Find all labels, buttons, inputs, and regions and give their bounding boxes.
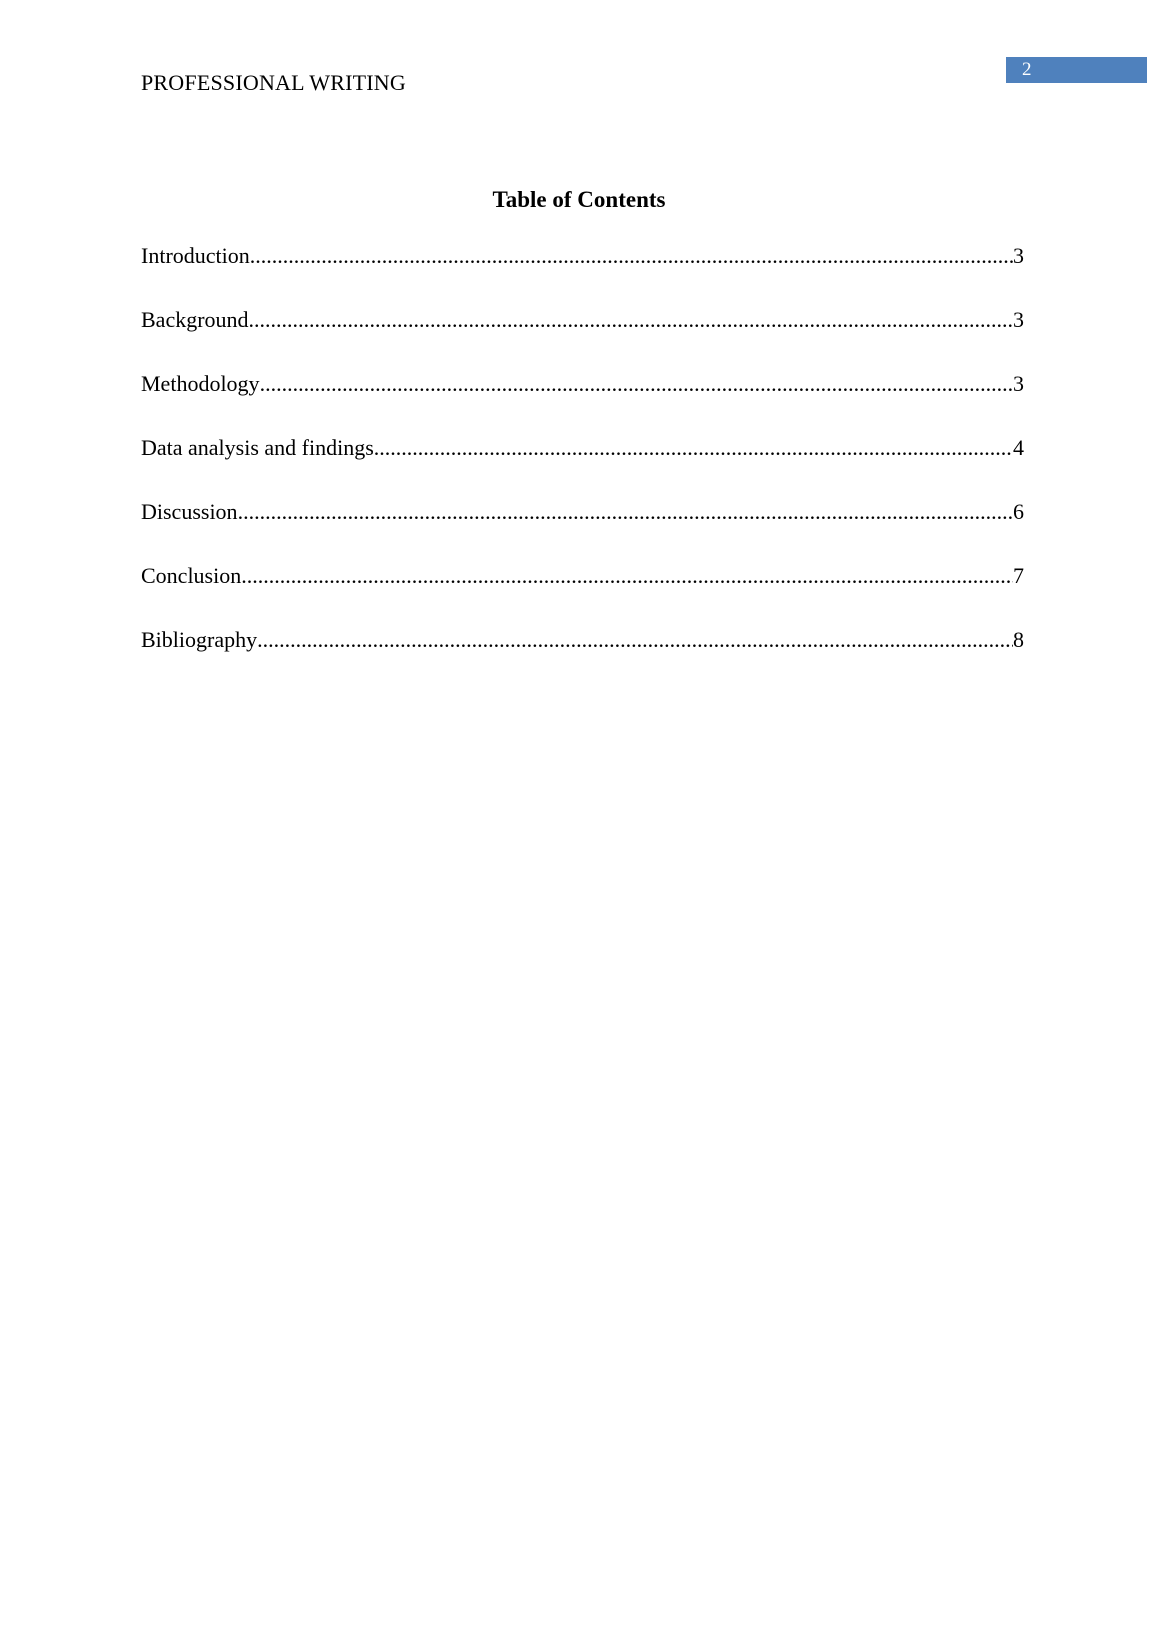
running-head: PROFESSIONAL WRITING: [141, 70, 406, 95]
toc-entry-discussion[interactable]: [141, 496, 1024, 560]
toc-dot-leader: [238, 496, 1013, 528]
toc-entry-page: 8: [1013, 627, 1024, 652]
toc-entry-introduction[interactable]: [141, 240, 1024, 304]
toc-dot-leader: [374, 432, 1013, 464]
toc-entry-label: Discussion: [141, 499, 238, 524]
toc-dot-leader: [250, 240, 1013, 272]
page-number-box: [1006, 57, 1147, 83]
toc-entry-label: Methodology: [141, 371, 260, 396]
toc-dot-leader: [241, 560, 1013, 592]
toc-entry-page: 3: [1013, 307, 1024, 332]
toc-entry-data-analysis[interactable]: [141, 432, 1024, 496]
toc-entry-bibliography[interactable]: [141, 624, 1024, 688]
toc-entry-page: 4: [1013, 435, 1024, 460]
toc-entry-label: Data analysis and findings: [141, 435, 374, 460]
toc-title: Table of Contents: [492, 187, 666, 212]
toc-dot-leader: [249, 304, 1013, 336]
toc-entry-page: 7: [1013, 563, 1024, 588]
toc-entry-conclusion[interactable]: [141, 560, 1024, 624]
toc-entry-page: 6: [1013, 499, 1024, 524]
toc-entry-page: 3: [1013, 371, 1024, 396]
toc-entry-label: Bibliography: [141, 627, 258, 652]
page-number: 2: [1022, 59, 1032, 80]
toc-entry-page: 3: [1013, 243, 1024, 268]
toc-dot-leader: [257, 624, 1013, 656]
toc-list: [141, 240, 1024, 688]
toc-entry-label: Introduction: [141, 243, 250, 268]
toc-entry-label: Conclusion: [141, 563, 242, 588]
toc-entry-methodology[interactable]: [141, 368, 1024, 432]
toc-entry-label: Background: [141, 307, 249, 332]
toc-entry-background[interactable]: [141, 304, 1024, 368]
toc-dot-leader: [260, 368, 1013, 400]
